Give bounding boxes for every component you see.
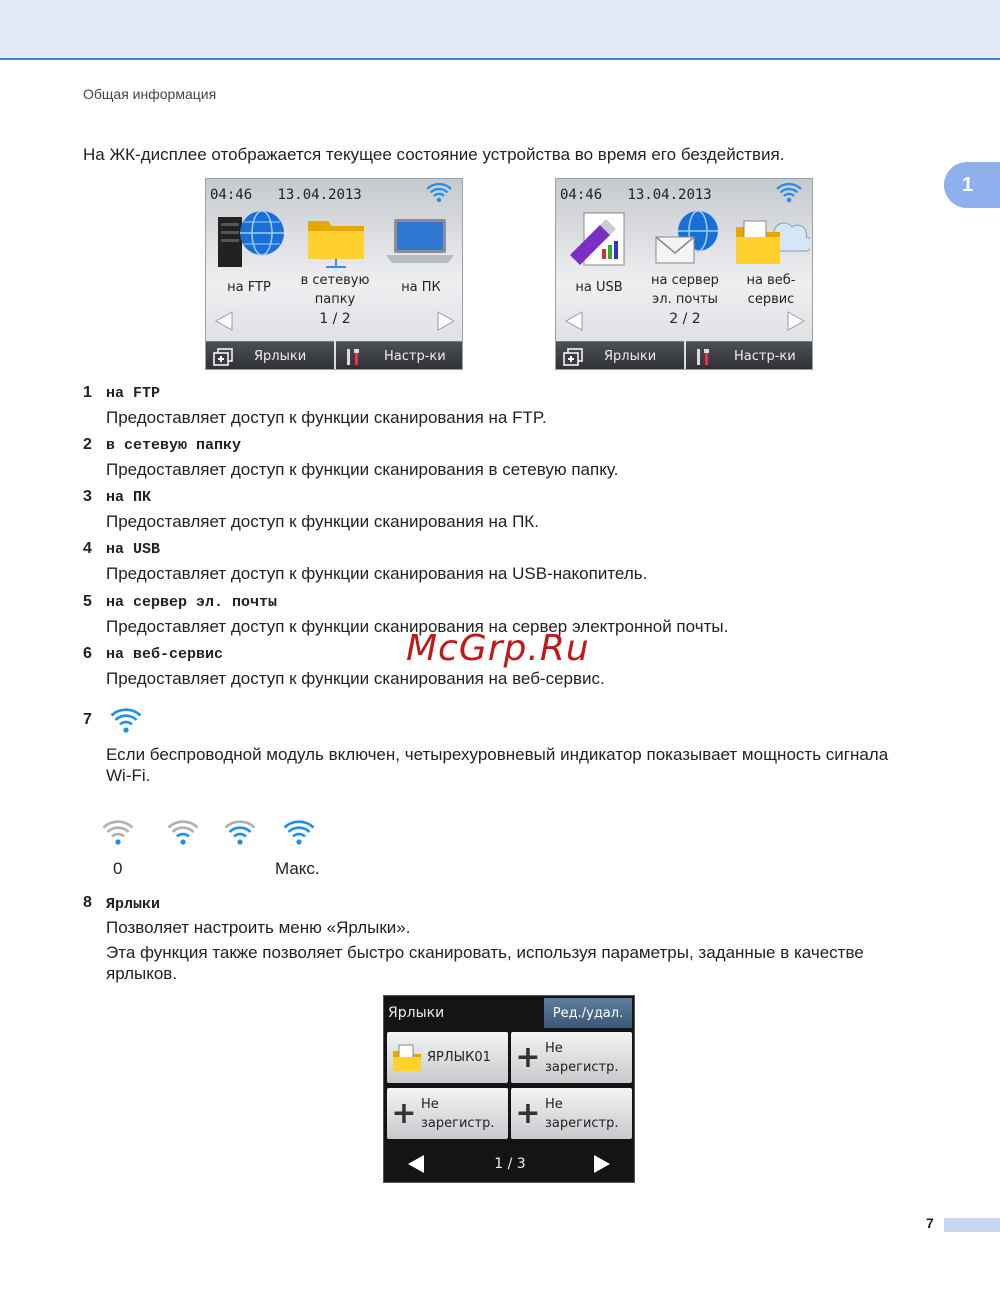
ftp-server-globe-icon[interactable] xyxy=(212,209,292,269)
label-usb: на USB xyxy=(575,280,623,295)
list-item-desc: Позволяет настроить меню «Ярлыки». xyxy=(106,918,411,937)
wifi-level-0-icon xyxy=(102,820,134,846)
plus-icon: + xyxy=(391,1095,417,1131)
list-item-title: Ярлыки xyxy=(106,896,161,913)
shortcuts-icon xyxy=(212,347,234,367)
shortcuts-button[interactable]: Ярлыки xyxy=(206,341,334,370)
folder-docs-icon xyxy=(387,1043,427,1073)
plus-icon: + xyxy=(515,1039,541,1075)
lcd-screen-1 xyxy=(205,178,463,370)
label-ftp: на FTP xyxy=(227,280,271,295)
shortcut-tile-3[interactable]: + Не зарегистр. xyxy=(387,1088,508,1139)
network-folder-icon[interactable] xyxy=(296,209,376,269)
list-item-number: 4 xyxy=(83,540,92,557)
shortcuts-title: Ярлыки xyxy=(388,1005,445,1021)
tools-icon xyxy=(342,347,364,367)
shortcuts-button[interactable]: Ярлыки xyxy=(556,341,684,370)
wifi-max-label: Макс. xyxy=(275,859,320,878)
list-item-desc: Эта функция также позволяет быстро сканировать, используя параметры, заданные в качестве ярлыков. xyxy=(106,943,864,983)
list-item-desc: Предоставляет доступ к функции сканирования на веб-сервис. xyxy=(106,669,605,688)
settings-button[interactable]: Настр-ки xyxy=(336,341,463,370)
list-item-number: 7 xyxy=(83,711,92,728)
label-network-folder: в сетевую папку xyxy=(300,273,370,307)
list-item-desc: Предоставляет доступ к функции сканирования на сервер электронной почты. xyxy=(106,617,729,636)
plus-icon: + xyxy=(515,1095,541,1131)
page-indicator: 2 / 2 xyxy=(669,311,701,327)
list-item-desc: Предоставляет доступ к функции сканирования на FTP. xyxy=(106,408,547,427)
list-item-number: 8 xyxy=(83,894,92,911)
list-item-title: на веб-сервис xyxy=(106,646,224,663)
arrow-right-icon[interactable] xyxy=(592,1154,612,1174)
email-server-icon[interactable] xyxy=(646,209,726,269)
shortcut-tile-1[interactable]: ЯРЛЫК01 xyxy=(387,1032,508,1083)
wifi-icon xyxy=(110,708,142,734)
page-number-bar xyxy=(944,1218,1000,1232)
wifi-level-3-icon xyxy=(283,820,315,846)
list-item-number: 5 xyxy=(83,593,92,610)
tools-icon xyxy=(692,347,714,367)
lcd-screen-2 xyxy=(555,178,813,370)
usb-drive-icon[interactable] xyxy=(562,209,642,269)
edit-delete-button[interactable]: Ред./удал. xyxy=(544,998,632,1028)
list-item-number: 6 xyxy=(83,645,92,662)
laptop-icon[interactable] xyxy=(380,209,460,269)
chapter-tab[interactable]: 1 xyxy=(944,162,1000,208)
list-item-desc: Предоставляет доступ к функции сканирования на USB-накопитель. xyxy=(106,564,648,583)
page-number: 7 xyxy=(926,1215,934,1231)
wifi-icon xyxy=(426,183,452,203)
label-pc: на ПК xyxy=(401,280,441,295)
datetime: 04:46 13.04.2013 xyxy=(560,187,712,203)
list-item-title: на USB xyxy=(106,541,161,558)
list-item-number: 3 xyxy=(83,488,92,505)
list-item-desc: Если беспроводной модуль включен, четырехуровневый индикатор показывает мощность сигнала Wi-Fi. xyxy=(106,745,889,785)
list-item-desc: Предоставляет доступ к функции сканирования на ПК. xyxy=(106,512,539,531)
watermark: McGrp.Ru xyxy=(406,628,590,669)
page-indicator: 1 / 3 xyxy=(494,1156,526,1172)
shortcut-tile-4[interactable]: + Не зарегистр. xyxy=(511,1088,632,1139)
arrow-right-icon[interactable] xyxy=(436,311,456,331)
settings-button[interactable]: Настр-ки xyxy=(686,341,813,370)
list-item-title: в сетевую папку xyxy=(106,437,242,454)
label-web-service: на веб- сервис xyxy=(746,273,796,307)
wifi-min-label: 0 xyxy=(113,859,123,878)
label-email-server: на сервер эл. почты xyxy=(651,273,719,307)
section-header: Общая информация xyxy=(83,86,217,102)
page-indicator: 1 / 2 xyxy=(319,311,351,327)
list-item-number: 2 xyxy=(83,436,92,453)
arrow-right-icon[interactable] xyxy=(786,311,806,331)
list-item-title: на сервер эл. почты xyxy=(106,594,278,611)
shortcuts-icon xyxy=(562,347,584,367)
datetime: 04:46 13.04.2013 xyxy=(210,187,362,203)
wifi-level-1-icon xyxy=(167,820,199,846)
list-item-number: 1 xyxy=(83,384,92,401)
web-service-folder-icon[interactable] xyxy=(730,209,810,269)
wifi-icon xyxy=(776,183,802,203)
shortcut-tile-2[interactable]: + Не зарегистр. xyxy=(511,1032,632,1083)
intro-text: На ЖК-дисплее отображается текущее состояние устройства во время его бездействия. xyxy=(83,145,785,164)
list-item-desc: Предоставляет доступ к функции сканирования в сетевую папку. xyxy=(106,460,619,479)
list-item-title: на ПК xyxy=(106,489,152,506)
wifi-level-2-icon xyxy=(224,820,256,846)
list-item-title: на FTP xyxy=(106,385,161,402)
shortcuts-screen xyxy=(383,995,635,1183)
top-band xyxy=(0,0,1000,60)
